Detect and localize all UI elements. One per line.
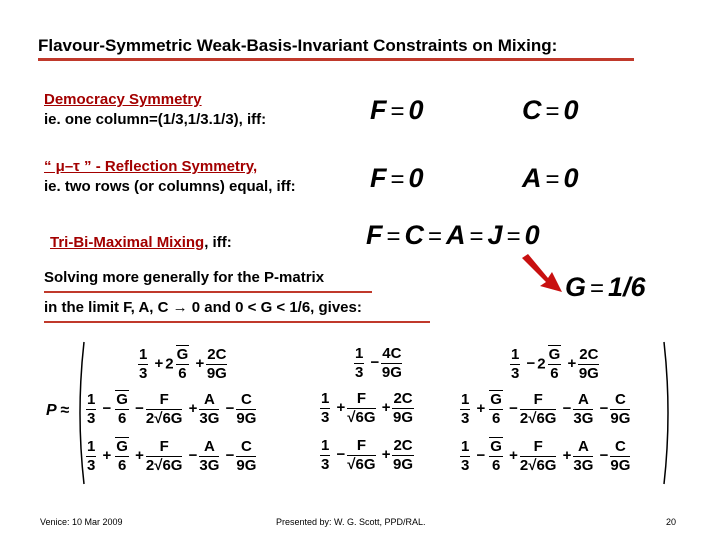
- footer-presenter: Presented by: W. G. Scott, PPD/RAL.: [276, 517, 426, 527]
- matrix-cell-22: $\frac{1}{3}$ + $\frac{F}{√6G}$ + $\frac{2C}{9G}$: [321, 390, 414, 426]
- footer-date: Venice: 10 Mar 2009: [40, 517, 123, 527]
- matrix-cell-32: $\frac{1}{3}$ − $\frac{F}{√6G}$ + $\frac{2C}{9G}$: [321, 437, 414, 473]
- tbm-block: [50, 233, 232, 253]
- equation-g-sixth: G = 1/6: [565, 272, 646, 302]
- matrix-lhs: P ≈: [46, 402, 70, 419]
- equation-f-zero-1: F = 0: [370, 95, 424, 125]
- equation-f-zero-2: F = 0: [370, 163, 424, 193]
- matrix-left-bracket: [74, 340, 86, 486]
- matrix-cell-11: $\frac{1}{3}$ + 2 $\frac{G}{6}$ + $\frac{2C}{9G}$: [139, 346, 227, 382]
- solving-underline-2: [44, 321, 430, 323]
- red-arrow-icon: [518, 252, 566, 296]
- tri-bi-maximal-link[interactable]: Tri-Bi-Maximal Mixing: [50, 234, 205, 251]
- footer-page-number: 20: [666, 517, 677, 527]
- solving-line-2: in the limit F, A, C → 0 and 0 < G < 1/6, gives:: [44, 299, 362, 316]
- matrix-cell-12: $\frac{1}{3}$ − $\frac{4C}{9G}$: [355, 345, 402, 381]
- tbm-iff: , iff:: [204, 234, 232, 251]
- matrix-cell-31: $\frac{1}{3}$ + $\frac{G}{6}$ + $\frac{F}{2√6G}$ − $\frac{A}{3G}$ − $\frac{C}{9G}$: [87, 438, 257, 474]
- reflection-description: ie. two rows (or columns) equal, iff:: [44, 178, 296, 195]
- equation-fcaj-zero: F = C = A = J = 0: [366, 220, 540, 250]
- matrix-right-bracket: [662, 340, 674, 486]
- slide-title: Flavour-Symmetric Weak-Basis-Invariant Constraints on Mixing:: [38, 36, 558, 55]
- matrix-cell-33: $\frac{1}{3}$ − $\frac{G}{6}$ + $\frac{F}{2√6G}$ + $\frac{A}{3G}$ − $\frac{C}{9G}$: [461, 438, 631, 474]
- matrix-cell-23: $\frac{1}{3}$ + $\frac{G}{6}$ − $\frac{F}{2√6G}$ − $\frac{A}{3G}$ − $\frac{C}{9G}$: [461, 391, 631, 427]
- matrix-cell-21: $\frac{1}{3}$ − $\frac{G}{6}$ − $\frac{F}{2√6G}$ + $\frac{A}{3G}$ − $\frac{C}{9G}$: [87, 391, 257, 427]
- equation-a-zero: A = 0: [522, 163, 579, 193]
- democracy-description: ie. one column=(1/3,1/3.1/3), iff:: [44, 111, 267, 128]
- equation-c-zero: C = 0: [522, 95, 579, 125]
- title-underline: [38, 58, 634, 61]
- solving-underline-1: [44, 291, 372, 293]
- solving-line-1: Solving more generally for the P-matrix: [44, 269, 325, 286]
- democracy-symmetry-link[interactable]: Democracy Symmetry: [44, 91, 202, 108]
- matrix-cell-13: $\frac{1}{3}$ − 2 $\frac{G}{6}$ + $\frac{2C}{9G}$: [511, 346, 599, 382]
- reflection-block: [44, 157, 296, 197]
- reflection-symmetry-link[interactable]: “ μ–τ ” - Reflection Symmetry,: [44, 158, 258, 175]
- democracy-block: [44, 90, 266, 130]
